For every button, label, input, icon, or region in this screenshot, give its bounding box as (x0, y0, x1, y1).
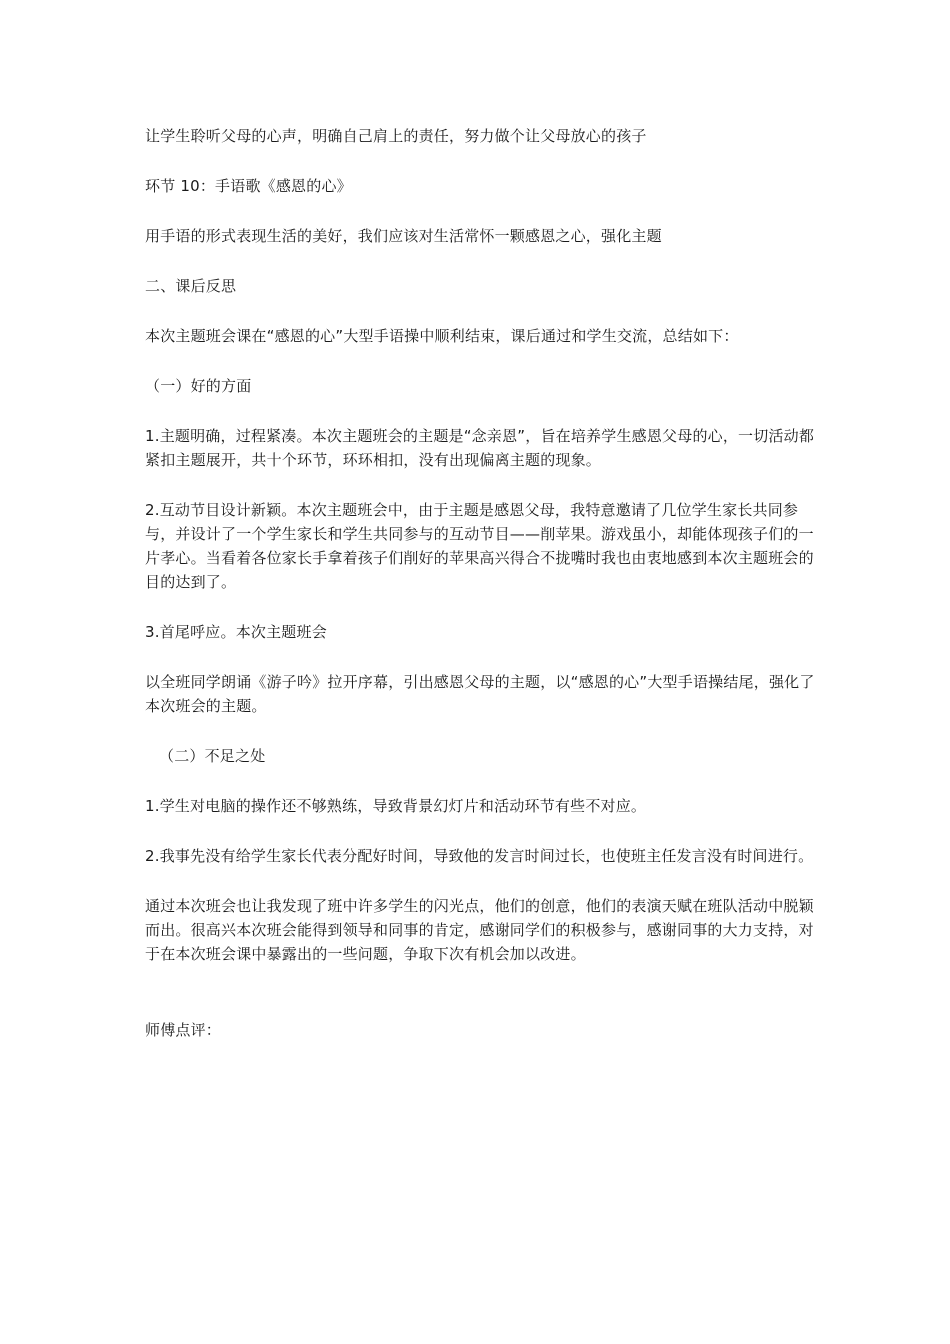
paragraph-conclusion: 通过本次班会也让我发现了班中许多学生的闪光点，他们的创意，他们的表演天赋在班队活动中脱颖而出。很高兴本次班会能得到领导和同事的肯定，感谢同学们的积极参与，感谢同事的大力支持，对于在本次班会课中暴露出的一些问题，争取下次有机会加以改进。 (145, 897, 814, 963)
paragraph-strength-3-body: 以全班同学朗诵《游子吟》拉开序幕，引出感恩父母的主题，以“感恩的心”大型手语操结尾，强化了本次班会的主题。 (145, 673, 815, 715)
paragraph-weakness-1: 1.学生对电脑的操作还不够熟练，导致背景幻灯片和活动环节有些不对应。 (145, 797, 647, 815)
paragraph-step-10-heading: 环节 10：手语歌《感恩的心》 (145, 177, 352, 195)
subheading-strengths: （一）好的方面 (145, 377, 252, 395)
document-body (145, 124, 815, 1068)
paragraph-strength-2: 2.互动节目设计新颖。本次主题班会中，由于主题是感恩父母，我特意邀请了几位学生家长共同参与，并设计了一个学生家长和学生共同参与的互动节目——削苹果。游戏虽小，却能体现孩子们的一片孝心。当看着各位家长手拿着孩子们削好的苹果高兴得合不拢嘴时我也由衷地感到本次主题班会的目的达到了。 (145, 501, 814, 591)
subheading-weaknesses: （二）不足之处 (159, 747, 266, 765)
paragraph-mentor-comment-label: 师傅点评： (145, 1021, 222, 1039)
paragraph-reflection-intro: 本次主题班会课在“感恩的心”大型手语操中顺利结束，课后通过和学生交流，总结如下： (145, 327, 739, 345)
paragraph-listen-parents: 让学生聆听父母的心声，明确自己肩上的责任，努力做个让父母放心的孩子 (145, 127, 647, 145)
paragraph-weakness-2: 2.我事先没有给学生家长代表分配好时间，导致他的发言时间过长，也使班主任发言没有时间进行。 (145, 847, 814, 865)
section-heading-reflection: 二、课后反思 (145, 277, 237, 295)
paragraph-strength-1: 1.主题明确，过程紧凑。本次主题班会的主题是“念亲恩”，旨在培养学生感恩父母的心，一切活动都紧扣主题展开，共十个环节，环环相扣，没有出现偏离主题的现象。 (145, 427, 815, 469)
paragraph-strength-3-title: 3.首尾呼应。本次主题班会 (145, 623, 327, 641)
paragraph-sign-language-purpose: 用手语的形式表现生活的美好，我们应该对生活常怀一颗感恩之心，强化主题 (145, 227, 662, 245)
